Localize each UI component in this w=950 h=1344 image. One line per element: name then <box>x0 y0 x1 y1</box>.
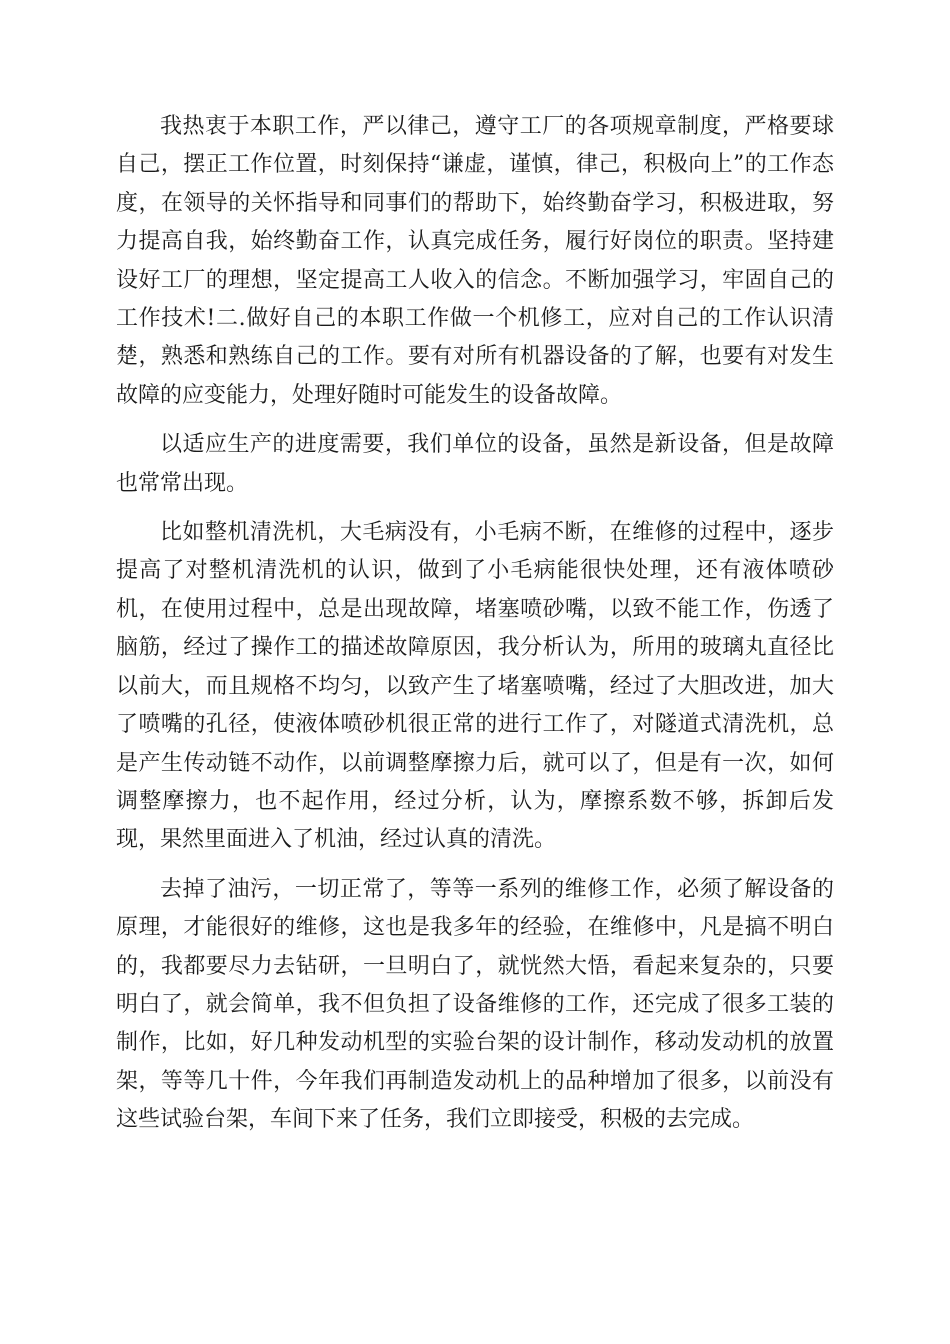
paragraph-3: 比如整机清洗机，大毛病没有，小毛病不断，在维修的过程中，逐步提高了对整机清洗机的认识，做到了小毛病能很快处理，还有液体喷砂机，在使用过程中，总是出现故障，堵塞喷砂嘴，以致不能工作，伤透了脑筋，经过了操作工的描述故障原因，我分析认为，所用的玻璃丸直径比以前大，而且规格不均匀，以致产生了堵塞喷嘴，经过了大胆改进，加大了喷嘴的孔径，使液体喷砂机很正常的进行工作了，对隧道式清洗机，总是产生传动链不动作，以前调整摩擦力后，就可以了，但是有一次，如何调整摩擦力，也不起作用，经过分析，认为，摩擦系数不够，拆卸后发现，果然里面进入了机油，经过认真的清洗。 <box>116 520 834 853</box>
paragraph-4: 去掉了油污，一切正常了，等等一系列的维修工作，必须了解设备的原理，才能很好的维修，这也是我多年的经验，在维修中，凡是搞不明白的，我都要尽力去钻研，一旦明白了，就恍然大悟，看起来复杂的，只要明白了，就会简单，我不但负担了设备维修的工作，还完成了很多工装的制作，比如，好几种发动机型的实验台架的设计制作，移动发动机的放置架，等等几十件，今年我们再制造发动机上的品种增加了很多，以前没有这些试验台架，车间下来了任务，我们立即接受，积极的去完成。 <box>116 876 834 1133</box>
document-body <box>116 108 834 1151</box>
paragraph-2: 以适应生产的进度需要，我们单位的设备，虽然是新设备，但是故障也常常出现。 <box>116 432 834 496</box>
paragraph-1: 我热衷于本职工作，严以律己，遵守工厂的各项规章制度，严格要球自己，摆正工作位置，时刻保持“谦虚，谨慎，律己，积极向上”的工作态度，在领导的关怀指导和同事们的帮助下，始终勤奋学习，积极进取，努力提高自我，始终勤奋工作，认真完成任务，履行好岗位的职责。坚持建设好工厂的理想，坚定提高工人收入的信念。不断加强学习，牢固自己的工作技术!二.做好自己的本职工作做一个机修工，应对自己的工作认识清楚，熟悉和熟练自己的工作。要有对所有机器设备的了解，也要有对发生故障的应变能力，处理好随时可能发生的设备故障。 <box>116 114 834 408</box>
